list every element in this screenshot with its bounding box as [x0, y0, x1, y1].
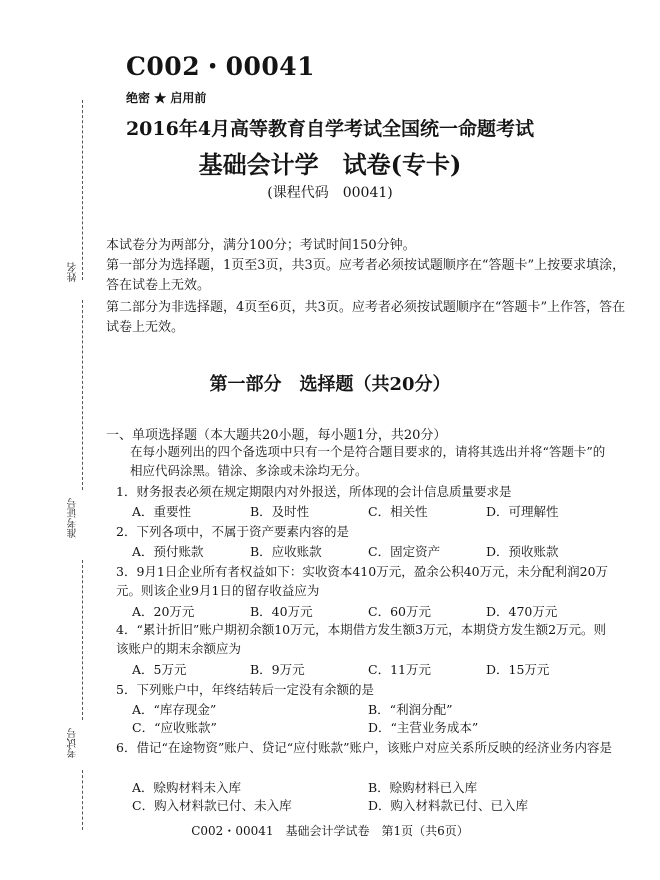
option: B．“利润分配”	[368, 702, 453, 717]
option: B．40万元	[250, 604, 313, 619]
binding-line	[82, 560, 83, 720]
section-heading: 一、单项选择题（本大题共20小题，每小题1分，共20分）	[106, 428, 447, 443]
question-stem: 5．下列账户中，年终结转后一定没有余额的是	[116, 682, 374, 697]
secret-label: 绝密 ★ 启用前	[126, 91, 207, 105]
question-stem: 2．下列各项中，不属于资产要素内容的是	[116, 524, 349, 539]
option: C．购入材料款已付、未入库	[132, 798, 292, 813]
id-label: 准考证号	[68, 498, 79, 538]
option: A．重要性	[132, 504, 192, 519]
option: C．“应收账款”	[132, 720, 217, 735]
option: D．预收账款	[486, 544, 559, 559]
option: C．11万元	[368, 662, 431, 677]
option: A．赊购材料未入库	[132, 780, 242, 795]
question-stem: 6．借记“在途物资”账户、贷记“应付账款”账户，该账户对应关系所反映的经济业务内容是	[116, 740, 613, 755]
instruction-line-3: 第二部分为非选择题，4页至6页，共3页。应考者必须按试题顺序在“答题卡”上作答，答在试卷上无效。	[106, 300, 626, 335]
room-label: 考试号	[68, 728, 79, 758]
course-code: (课程代码 00041)	[267, 185, 393, 201]
instruction-line-1: 本试卷分为两部分，满分100分；考试时间150分钟。	[106, 238, 416, 253]
page-footer: C002・00041 基础会计学试卷 第1页（共6页）	[191, 824, 469, 838]
option: D．15万元	[486, 662, 550, 677]
option: B．赊购材料已入库	[368, 780, 478, 795]
option: D．“主营业务成本”	[368, 720, 479, 735]
question-stem: 1．财务报表必须在规定期限内对外报送，所体现的会计信息质量要求是	[116, 484, 512, 499]
option: B．及时性	[250, 504, 310, 519]
exam-title: 2016年4月高等教育自学考试全国统一命题考试	[125, 118, 535, 140]
option: B．9万元	[250, 662, 305, 677]
option: C．固定资产	[368, 544, 441, 559]
binding-line	[82, 770, 83, 830]
question-stem: 4．“累计折旧”账户期初余额10万元，本期借方发生额3万元，本期贷方发生额2万元。则该账户的期末余额应为	[116, 622, 607, 656]
option: A．20万元	[132, 604, 195, 619]
option: D．可理解性	[486, 504, 559, 519]
section-description: 在每小题列出的四个备选项中只有一个是符合题目要求的，请将其选出并将“答题卡”的相应代码涂黑。错涂、多涂或未涂均无分。	[130, 444, 606, 478]
option: A．5万元	[132, 662, 187, 677]
section-title: 第一部分 选择题（共20分）	[209, 374, 451, 395]
option: A．“库存现金”	[132, 702, 217, 717]
option: A．预付账款	[132, 544, 204, 559]
option: C．60万元	[368, 604, 431, 619]
instruction-line-2: 第一部分为选择题，1页至3页，共3页。应考者必须按试题顺序在“答题卡”上按要求填涂，答在试卷上无效。	[106, 258, 626, 293]
option: C．相关性	[368, 504, 428, 519]
option: D．470万元	[486, 604, 558, 619]
name-label: 姓名	[68, 262, 79, 282]
subject-title: 基础会计学 试卷(专卡)	[198, 150, 462, 179]
option: B．应收账款	[250, 544, 322, 559]
question-stem: 3．9月1日企业所有者权益如下：实收资本410万元，盈余公积40万元，未分配利润20万元。则该企业9月1日的留存收益应为	[116, 564, 609, 598]
paper-code: C002・00041	[126, 52, 316, 81]
option: D．购入材料款已付、已入库	[368, 798, 529, 813]
